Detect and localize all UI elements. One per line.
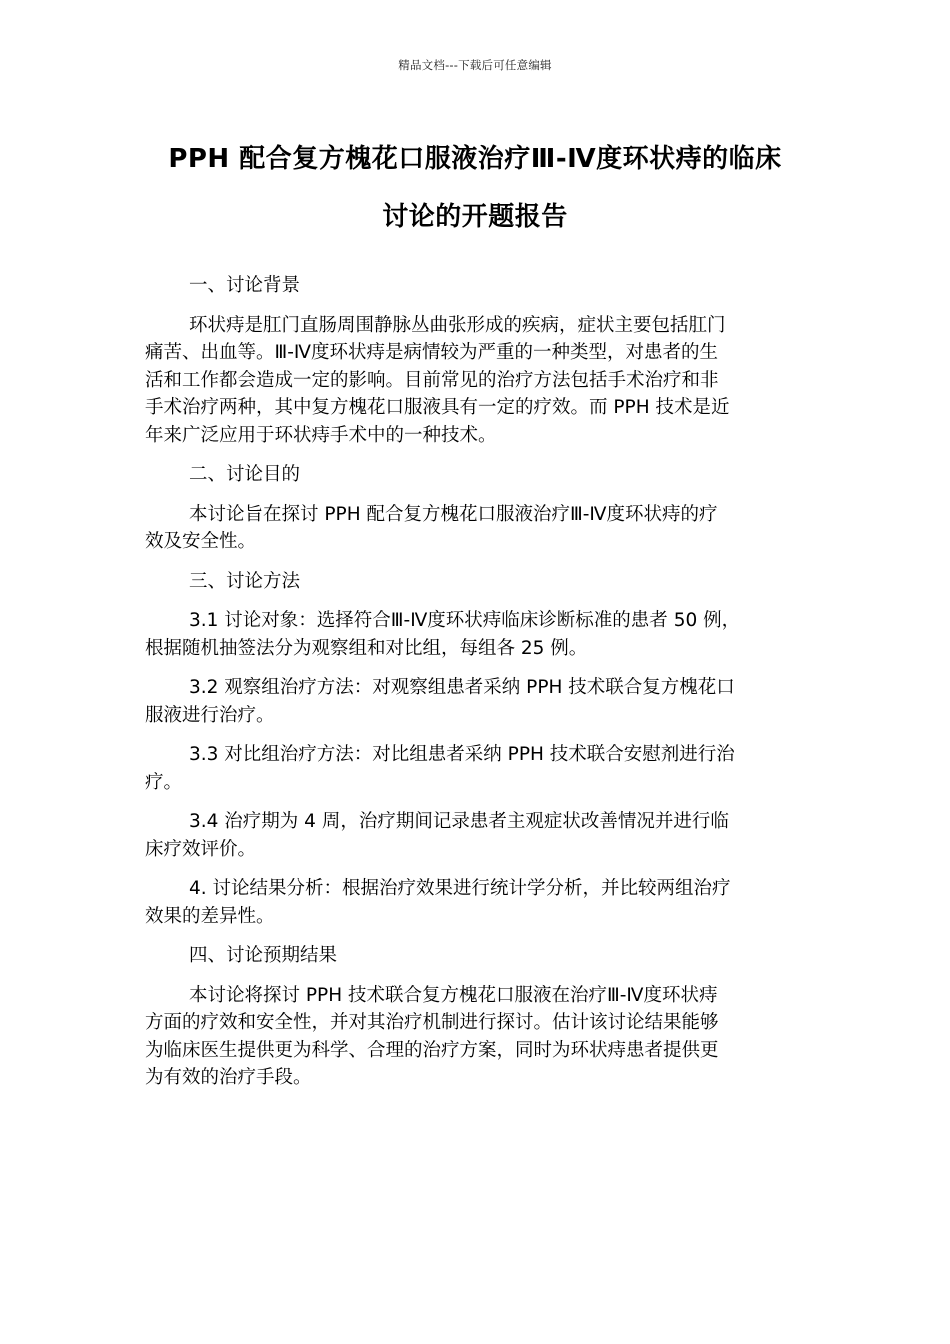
section-heading-expected-results: 四、讨论预期结果 [189,945,338,966]
paragraph-line: 根据随机抽签法分为观察组和对比组，每组各 25 例。 [145,637,588,659]
paragraph-method-3-3 [145,741,805,796]
header-note: 精品文档---下载后可任意编辑 [398,58,552,72]
paragraph-line: 服液进行治疗。 [145,704,275,726]
paragraph-line: 为有效的治疗手段。 [145,1067,312,1088]
paragraph-line: 4. 讨论结果分析：根据治疗效果进行统计学分析，并比较两组治疗 [189,878,731,899]
paragraph-method-3-1 [145,607,805,662]
paragraph-background [145,312,805,450]
title-line-1: PPH 配合复方槐花口服液治疗Ⅲ-Ⅳ度环状痔的临床 [168,144,782,174]
section-heading-methods: 三、讨论方法 [189,570,301,592]
section-heading-background: 一、讨论背景 [189,275,301,296]
paragraph-line: 本讨论旨在探讨 PPH 配合复方槐花口服液治疗Ⅲ-Ⅳ度环状痔的疗 [189,503,718,525]
title-line-2: 讨论的开题报告 [382,202,568,232]
paragraph-line: 手术治疗两种，其中复方槐花口服液具有一定的疗效。而 PPH 技术是近 [145,397,730,418]
paragraph-method-4 [145,875,805,930]
document-title [110,130,840,246]
paragraph-line: 3.3 对比组治疗方法：对比组患者采纳 PPH 技术联合安慰剂进行治 [189,744,735,765]
paragraph-line: 效果的差异性。 [145,905,275,927]
paragraph-line: 为临床医生提供更为科学、合理的治疗方案，同时为环状痔患者提供更 [145,1039,719,1061]
paragraph-method-3-2 [145,674,805,729]
paragraph-line: 本讨论将探讨 PPH 技术联合复方槐花口服液在治疗Ⅲ-Ⅳ度环状痔 [189,984,718,1006]
paragraph-method-3-4 [145,808,805,863]
paragraph-line: 效及安全性。 [145,531,257,552]
paragraph-line: 活和工作都会造成一定的影响。目前常见的治疗方法包括手术治疗和非 [145,369,719,391]
paragraph-line: 痛苦、出血等。Ⅲ-Ⅳ度环状痔是病情较为严重的一种类型，对患者的生 [145,342,719,363]
paragraph-line: 环状痔是肛门直肠周围静脉丛曲张形成的疾病，症状主要包括肛门 [189,314,726,336]
paragraph-line: 3.1 讨论对象：选择符合Ⅲ-Ⅳ度环状痔临床诊断标准的患者 50 例， [189,610,741,631]
document-body [145,272,805,1104]
paragraph-purpose [145,501,805,556]
paragraph-line: 床疗效评价。 [145,838,257,860]
paragraph-line: 3.4 治疗期为 4 周，治疗期间记录患者主观症状改善情况并进行临 [189,811,729,832]
paragraph-line: 年来广泛应用于环状痔手术中的一种技术。 [145,424,497,446]
paragraph-line: 方面的疗效和安全性，并对其治疗机制进行探讨。估计该讨论结果能够 [145,1012,719,1033]
paragraph-expected-results [145,982,805,1092]
section-heading-purpose: 二、讨论目的 [189,464,301,485]
paragraph-line: 3.2 观察组治疗方法：对观察组患者采纳 PPH 技术联合复方槐花口 [189,677,735,698]
paragraph-line: 疗。 [145,771,183,793]
